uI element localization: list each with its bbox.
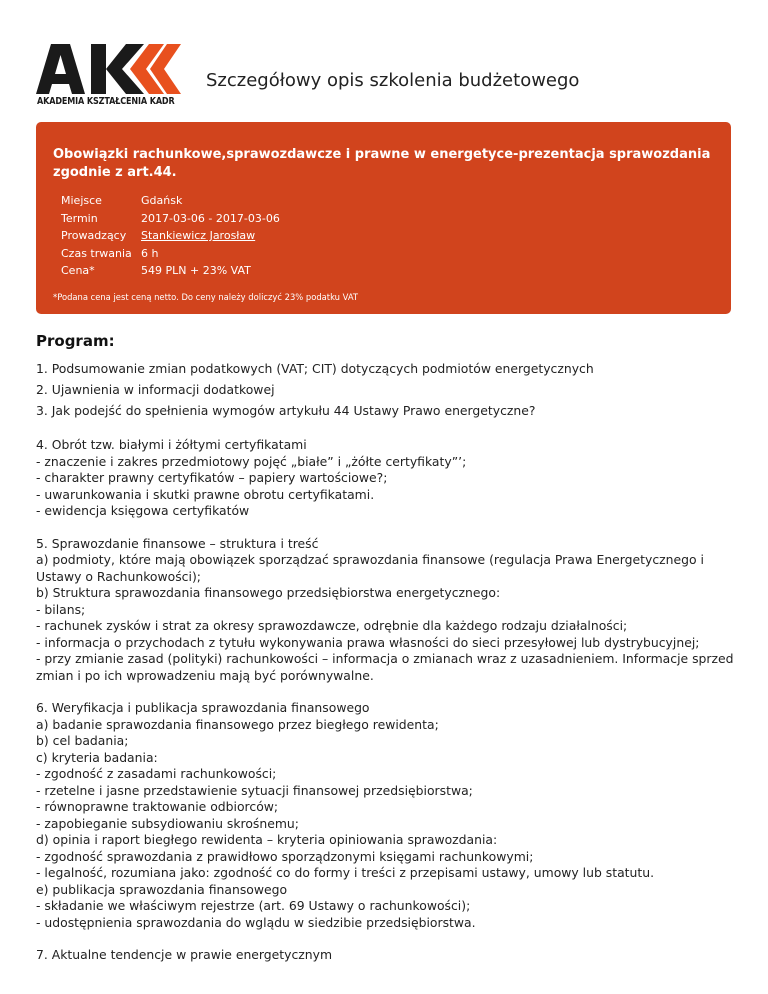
logo-mark (36, 44, 181, 94)
price-note: *Podana cena jest ceną netto. Do ceny należy doliczyć 23% podatku VAT (53, 292, 359, 302)
program-section (36, 700, 748, 931)
program-line: - udostępnienia sprawozdania do wglądu w siedzibie przedsiębiorstwa. (36, 914, 476, 930)
detail-value: Gdańsk (141, 194, 183, 207)
detail-value: 549 PLN + 23% VAT (141, 264, 251, 277)
program-line: - bilans; (36, 601, 86, 617)
program-line: - legalność, rozumiana jako: zgodność co do formy i treści z przepisami ustawy, umowy lub statutu. (36, 865, 655, 880)
program-line: a) podmioty, które mają obowiązek sporządzać sprawozdania finansowe (regulacja Prawa Energetycznego i Ustawy o Rachunkowości); (36, 552, 708, 584)
detail-row (61, 192, 280, 210)
program-line: 7. Aktualne tendencje w prawie energetycznym (36, 947, 333, 962)
program-line: c) kryteria badania: (36, 749, 158, 765)
program-item: 3. Jak podejść do spełnienia wymogów artykułu 44 Ustawy Prawo energetyczne? (36, 403, 536, 418)
program-line: - uwarunkowania i skutki prawne obrotu certyfikatami. (36, 486, 375, 502)
logo-caption: AKADEMIA KSZTAŁCENIA KADR (37, 96, 175, 107)
detail-row (61, 262, 280, 280)
training-details (61, 192, 280, 280)
detail-value: 2017-03-06 - 2017-03-06 (141, 211, 280, 225)
program-line: b) Struktura sprawozdania finansowego przedsiębiorstwa energetycznego: (36, 585, 501, 600)
page-title: Szczegółowy opis szkolenia budżetowego (206, 70, 580, 91)
program-section (36, 437, 748, 520)
program-line: e) publikacja sprawozdania finansowego (36, 881, 288, 897)
program-content (36, 358, 748, 964)
program-heading: Program: (36, 332, 115, 350)
program-line: b) cel badania; (36, 733, 129, 748)
training-card (36, 122, 731, 314)
detail-label: Prowadzący (61, 229, 127, 242)
program-line: - rachunek zysków i strat za okresy sprawozdawcze, odrębnie dla każdego rodzaju działalności; (36, 618, 628, 633)
program-section (36, 947, 748, 964)
detail-label: Cena* (61, 264, 95, 277)
detail-label: Termin (61, 211, 98, 225)
program-line: - charakter prawny certyfikatów – papiery wartościowe?; (36, 470, 388, 485)
program-line: 4. Obrót tzw. białymi i żółtymi certyfikatami (36, 437, 307, 452)
program-line: - informacja o przychodach z tytułu wykonywania prawa własności do sieci przesyłowej lub dystrybucyjnej; (36, 634, 700, 650)
detail-row (61, 227, 280, 245)
program-line: - równoprawne traktowanie odbiorców; (36, 799, 279, 814)
program-line: d) opinia i raport biegłego rewidenta – kryteria opiniowania sprawozdania: (36, 832, 498, 847)
detail-row (61, 245, 280, 263)
training-title: Obowiązki rachunkowe,sprawozdawcze i prawne w energetyce-prezentacja sprawozdania zgodnie z art.44. (53, 147, 711, 180)
program-line: - składanie we właściwym rejestrze (art. 69 Ustawy o rachunkowości); (36, 898, 471, 913)
program-section (36, 536, 748, 685)
program-line: - zgodność z zasadami rachunkowości; (36, 766, 277, 781)
program-line: a) badanie sprawozdania finansowego przez biegłego rewidenta; (36, 716, 439, 732)
program-line: - zapobieganie subsydiowaniu skrośnemu; (36, 815, 299, 831)
program-line: 5. Sprawozdanie finansowe – struktura i treść (36, 535, 319, 551)
program-item: 1. Podsumowanie zmian podatkowych (VAT; CIT) dotyczących podmiotów energetycznych (36, 361, 594, 376)
program-item: 2. Ujawnienia w informacji dodatkowej (36, 382, 275, 397)
program-line: - rzetelne i jasne przedstawienie sytuacji finansowej przedsiębiorstwa; (36, 782, 473, 798)
detail-label: Miejsce (61, 194, 102, 207)
trainer-link[interactable]: Stankiewicz Jarosław (141, 229, 256, 242)
program-line: - znaczenie i zakres przedmiotowy pojęć „białe” i „żółte certyfikaty”’; (36, 453, 467, 469)
detail-value: 6 h (141, 246, 159, 260)
akademia-logo (36, 44, 184, 112)
program-line: 6. Weryfikacja i publikacja sprawozdania finansowego (36, 700, 370, 715)
detail-row (61, 210, 280, 228)
program-line: - zgodność sprawozdania z prawidłowo sporządzonymi księgami rachunkowymi; (36, 848, 534, 864)
program-line: - ewidencja księgowa certyfikatów (36, 503, 250, 518)
detail-label: Czas trwania (61, 246, 132, 260)
program-line: - przy zmianie zasad (polityki) rachunkowości – informacja o zmianach wraz z uzasadnieniem. Informacje sprzed zmian i po ich wprowadzeniu mają być porównywalne. (36, 651, 738, 683)
